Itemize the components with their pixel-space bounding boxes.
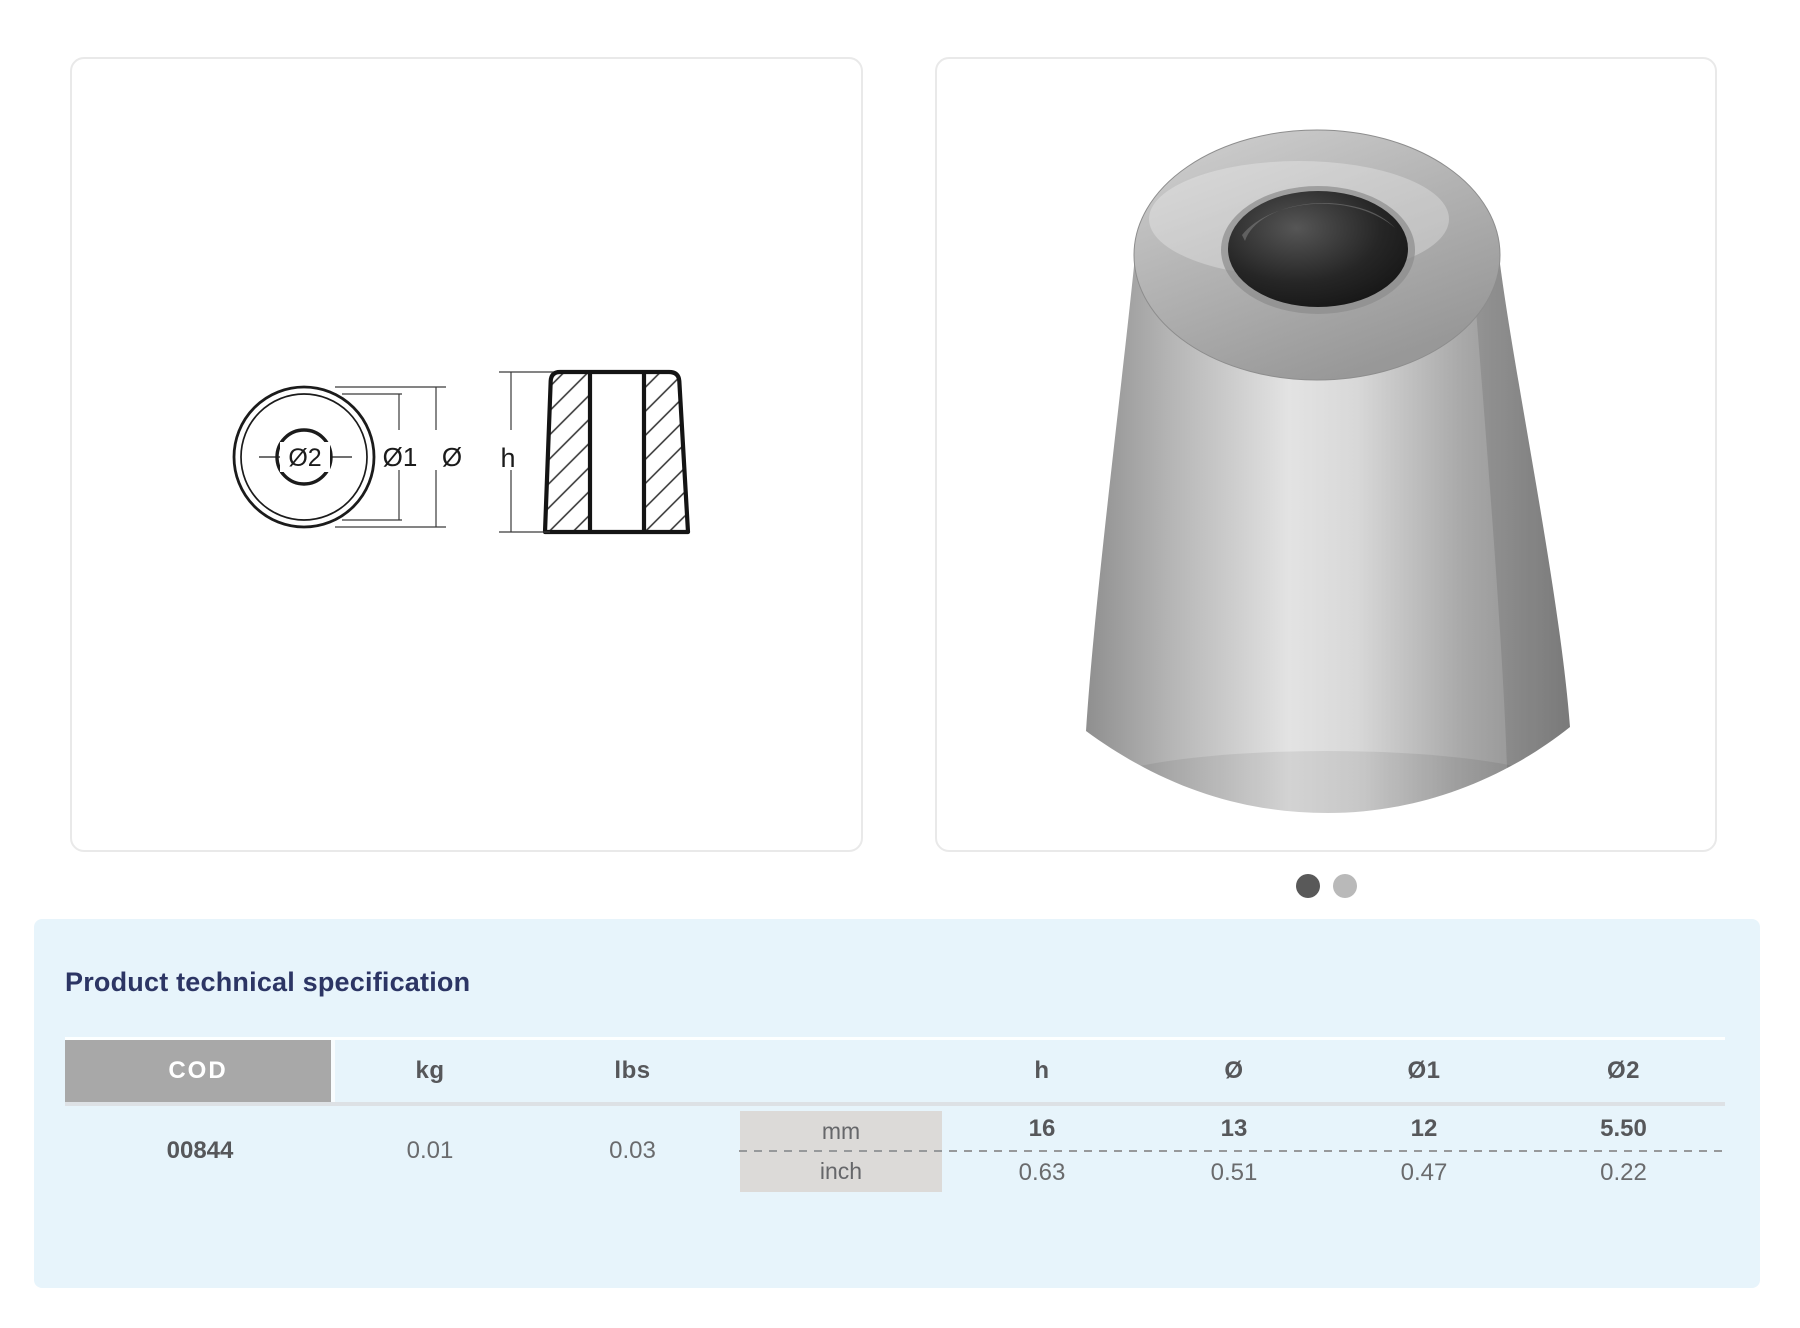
d-inch: 0.51 [1210, 1159, 1258, 1186]
cell-d2 [1522, 1106, 1725, 1196]
cell-units [740, 1111, 942, 1192]
cell-lbs: 0.03 [609, 1137, 656, 1164]
spec-table-row [65, 1106, 1725, 1196]
carousel-dot-1[interactable] [1296, 874, 1320, 898]
product-photo-card[interactable] [935, 57, 1717, 852]
d-mm: 13 [1220, 1115, 1248, 1142]
spec-heading: Product technical specification [65, 967, 471, 997]
spec-panel [34, 919, 1760, 1288]
d2-inch: 0.22 [1600, 1159, 1647, 1186]
col-header-d2: Ø2 [1606, 1057, 1640, 1084]
carousel-dot-2[interactable] [1333, 874, 1357, 898]
label-d: Ø [441, 442, 463, 472]
hole [1228, 191, 1408, 307]
col-header-d: Ø [1224, 1057, 1244, 1084]
side-view [499, 372, 688, 532]
col-header-unit-spacer [740, 1040, 942, 1102]
cell-h [942, 1106, 1142, 1196]
d1-mm: 12 [1410, 1115, 1438, 1142]
spec-table [65, 1037, 1725, 1196]
front-view [234, 387, 462, 527]
h-mm: 16 [1028, 1115, 1056, 1142]
cell-kg: 0.01 [406, 1137, 454, 1164]
technical-drawing-card [70, 57, 863, 852]
col-header-d1: Ø1 [1407, 1057, 1441, 1084]
label-h: h [500, 443, 516, 473]
label-d1: Ø1 [382, 442, 418, 472]
carousel-dots [935, 874, 1717, 898]
unit-inch: inch [819, 1158, 863, 1184]
cell-d [1142, 1106, 1326, 1196]
col-header-kg: kg [415, 1057, 445, 1084]
product-photo [1077, 123, 1577, 813]
technical-drawing [72, 59, 861, 850]
col-header-cod: COD [65, 1040, 335, 1102]
label-d2: Ø2 [288, 444, 322, 472]
d1-inch: 0.47 [1400, 1159, 1448, 1186]
h-inch: 0.63 [1018, 1159, 1066, 1186]
unit-mm: mm [821, 1118, 861, 1144]
cell-d1 [1326, 1106, 1522, 1196]
col-header-lbs: lbs [614, 1057, 651, 1084]
cell-cod: 00844 [166, 1137, 234, 1164]
zinc-anode-cone [1086, 130, 1570, 813]
col-header-h: h [1034, 1057, 1050, 1084]
spec-table-header-row [65, 1037, 1725, 1106]
d2-mm: 5.50 [1600, 1115, 1647, 1142]
